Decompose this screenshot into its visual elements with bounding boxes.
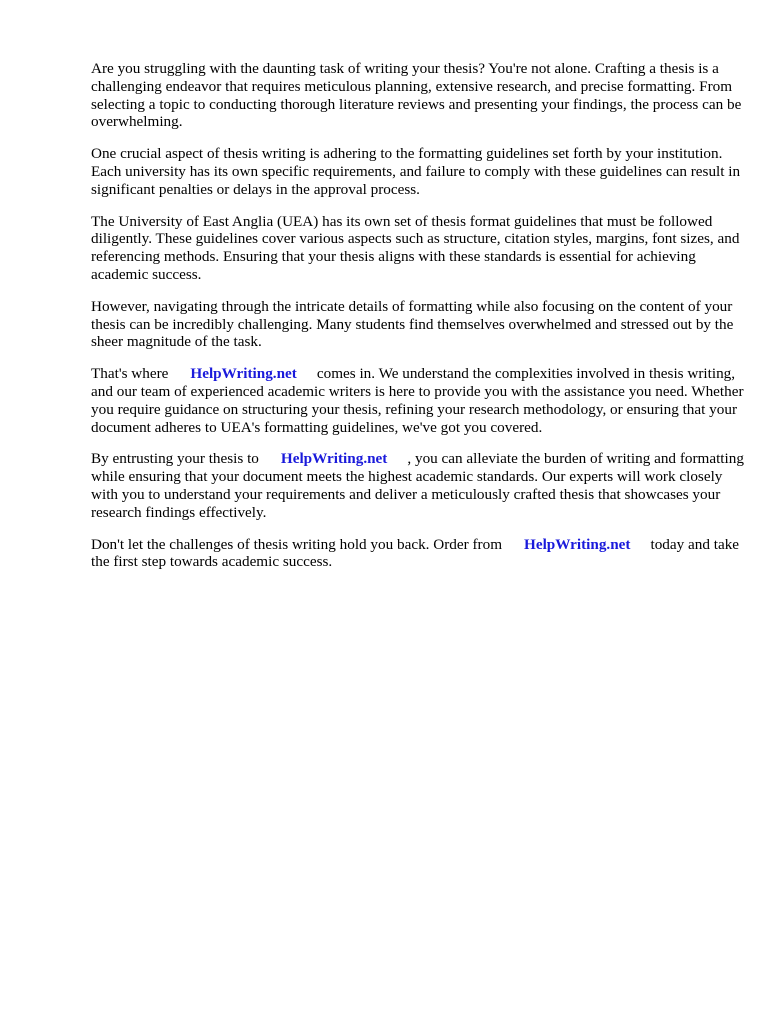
order-text-after: today and take the first step towards academic success.	[91, 535, 740, 571]
helpwriting-link[interactable]: HelpWriting.net	[280, 450, 388, 468]
order-paragraph	[91, 536, 751, 572]
entrust-text-after: , you can alleviate the burden of writing and formatting while ensuring that your document meets the highest academic standards. Our experts will work closely with you to understand your requirements and deliver a meticulously crafted thesis that showcases your research findings effectively.	[91, 450, 744, 521]
service-text-before: That's where	[91, 365, 169, 383]
intro-paragraph: Are you struggling with the daunting task of writing your thesis? You're not alone. Crafting a thesis is a challenging endeavor that requires meticulous planning, extensive research, and precise formatting. From selecting a topic to conducting thorough literature reviews and presenting your findings, the process can be overwhelming.	[91, 60, 742, 131]
entrust-paragraph	[91, 450, 751, 521]
challenge-paragraph: However, navigating through the intricate details of formatting while also focusing on the content of your thesis can be incredibly challenging. Many students find themselves overwhelmed and stressed out by the sheer magnitude of the task.	[91, 297, 734, 351]
document-body	[91, 60, 751, 585]
service-text-after: comes in. We understand the complexities involved in thesis writing, and our team of experienced academic writers is here to provide you with the assistance you need. Whether you require guidance on structuring your thesis, refining your research methodology, or ensuring that your document adheres to UEA's formatting guidelines, we've got you covered.	[91, 365, 744, 436]
helpwriting-link[interactable]: HelpWriting.net	[524, 535, 631, 553]
entrust-text-before: By entrusting your thesis to	[91, 450, 259, 468]
order-text-before: Don't let the challenges of thesis writing hold you back. Order from	[91, 535, 503, 553]
formatting-paragraph: One crucial aspect of thesis writing is adhering to the formatting guidelines set forth by your institution. Each university has its own specific requirements, and failure to comply with these guidelines can result in significant penalties or delays in the approval process.	[91, 145, 741, 198]
uea-guidelines-paragraph: The University of East Anglia (UEA) has its own set of thesis format guidelines that must be followed diligently. These guidelines cover various aspects such as structure, citation styles, margins, font sizes, and referencing methods. Ensuring that your thesis aligns with these standards is essential for achieving academic success.	[91, 212, 740, 283]
service-paragraph	[91, 365, 751, 436]
helpwriting-link[interactable]: HelpWriting.net	[190, 365, 297, 383]
